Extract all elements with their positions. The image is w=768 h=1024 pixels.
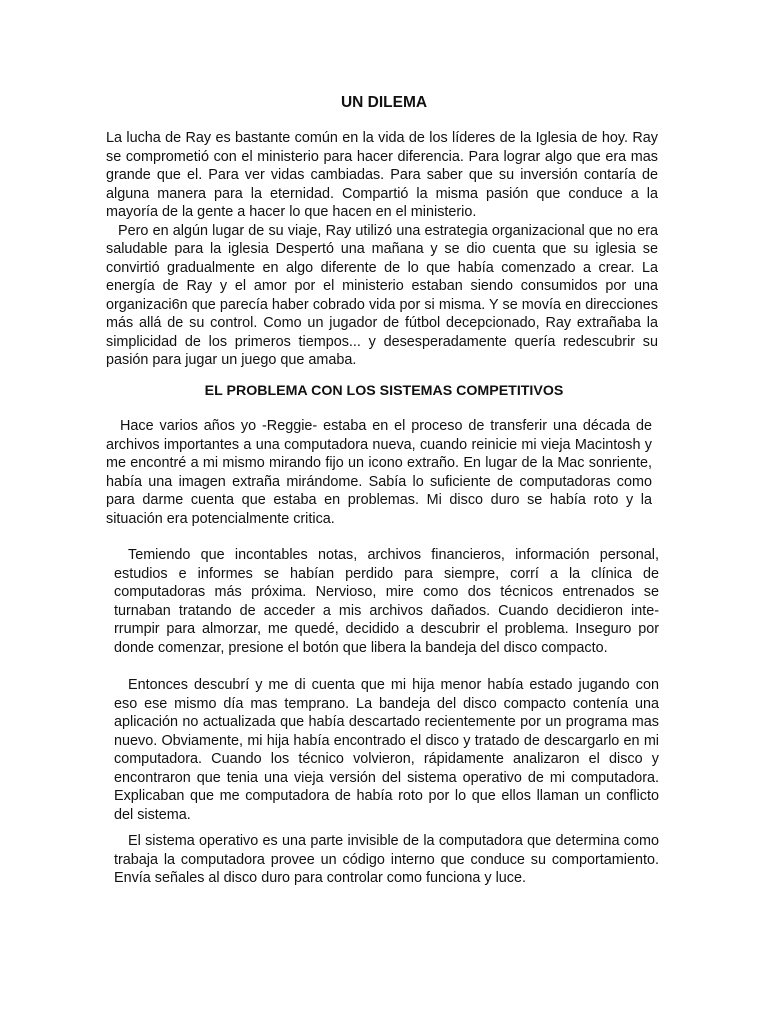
paragraph-block <box>114 676 659 824</box>
paragraph-block <box>114 546 659 657</box>
paragraph-block <box>114 832 659 888</box>
document-title: UN DILEMA <box>340 94 428 111</box>
section-heading: EL PROBLEMA CON LOS SISTEMAS COMPETITIVOS <box>204 383 564 399</box>
paragraph: El sistema operativo es una parte invisible de la computadora que determina como trabaja la computadora provee un código interno que conduce su comportamiento. Envía señales al disco duro para controlar como funciona y luce. <box>114 833 659 886</box>
paragraph: Pero en algún lugar de su viaje, Ray utilizó una estrategia organizacional que no era saludable para la iglesia Despertó una mañana y se dio cuenta que su iglesia se convirtió gradualmente en algo diferente de lo que había comenzado a crear. La energía de Ray y el amor por el ministerio estaban siendo consumidos por una organizaci6n que parecía haber cobrado vida por si misma. Y se movía en direcciones más allá de su control. Como un jugador de fútbol decepcionado, Ray extrañaba la simplicidad de los primeros tiempos... y desesperadamente quería redescubrir su pasión para jugar un juego que amaba. <box>106 222 658 368</box>
paragraph: Temiendo que incontables notas, archivos financieros, información personal, estudios e informes se habían perdido para siempre, corrí a la clínica de computadoras más próxima. Nervioso, mire como dos técnicos entrenados se turnaban tratando de acceder a mis archivos dañados. Cuando decidieron inte-rrumpir para almorzar, me quedé, decidido a descubrir el problema. Inseguro por donde comenzar, presione el botón que libera la bandeja del disco compacto. <box>114 547 659 656</box>
paragraph: Hace varios años yo -Reggie- estaba en el proceso de transferir una década de archivos importantes a una computadora nueva, cuando reinicie mi vieja Macintosh y me encontré a mi mismo mirando fijo un icono extraño. En lugar de la Mac sonriente, había una imagen extraña mirándome. Sabía lo suficiente de computadoras como para darme cuenta que estaba en problemas. Mi disco duro se había roto y la situación era potencialmente critica. <box>106 418 652 527</box>
paragraph-block <box>106 417 652 528</box>
paragraph: La lucha de Ray es bastante común en la vida de los líderes de la Iglesia de hoy. Ray se comprometió con el ministerio para hacer diferencia. Para lograr algo que era mas grande que el. Para ver vidas cambiadas. Para saber que su inversión contaría de alguna manera para la eternidad. Compartió la misma pasión que conduce a la mayoría de la gente a hacer lo que hacen en el ministerio. <box>106 130 658 220</box>
section-1-text <box>106 129 658 370</box>
paragraph: Entonces descubrí y me di cuenta que mi hija menor había estado jugando con eso ese mismo día mas temprano. La bandeja del disco compacto contenía una aplicación no actualizada que había descartado recientemente por un programa mas nuevo. Obviamente, mi hija había encontrado el disco y tratado de descargarlo en mi computadora. Cuando los técnico volvieron, rápidamente analizaron el disco y encontraron que tenia una vieja versión del sistema operativo de mi computadora. Explicaban que me computadora de había roto por lo que ellos llaman un conflicto del sistema. <box>114 677 659 823</box>
